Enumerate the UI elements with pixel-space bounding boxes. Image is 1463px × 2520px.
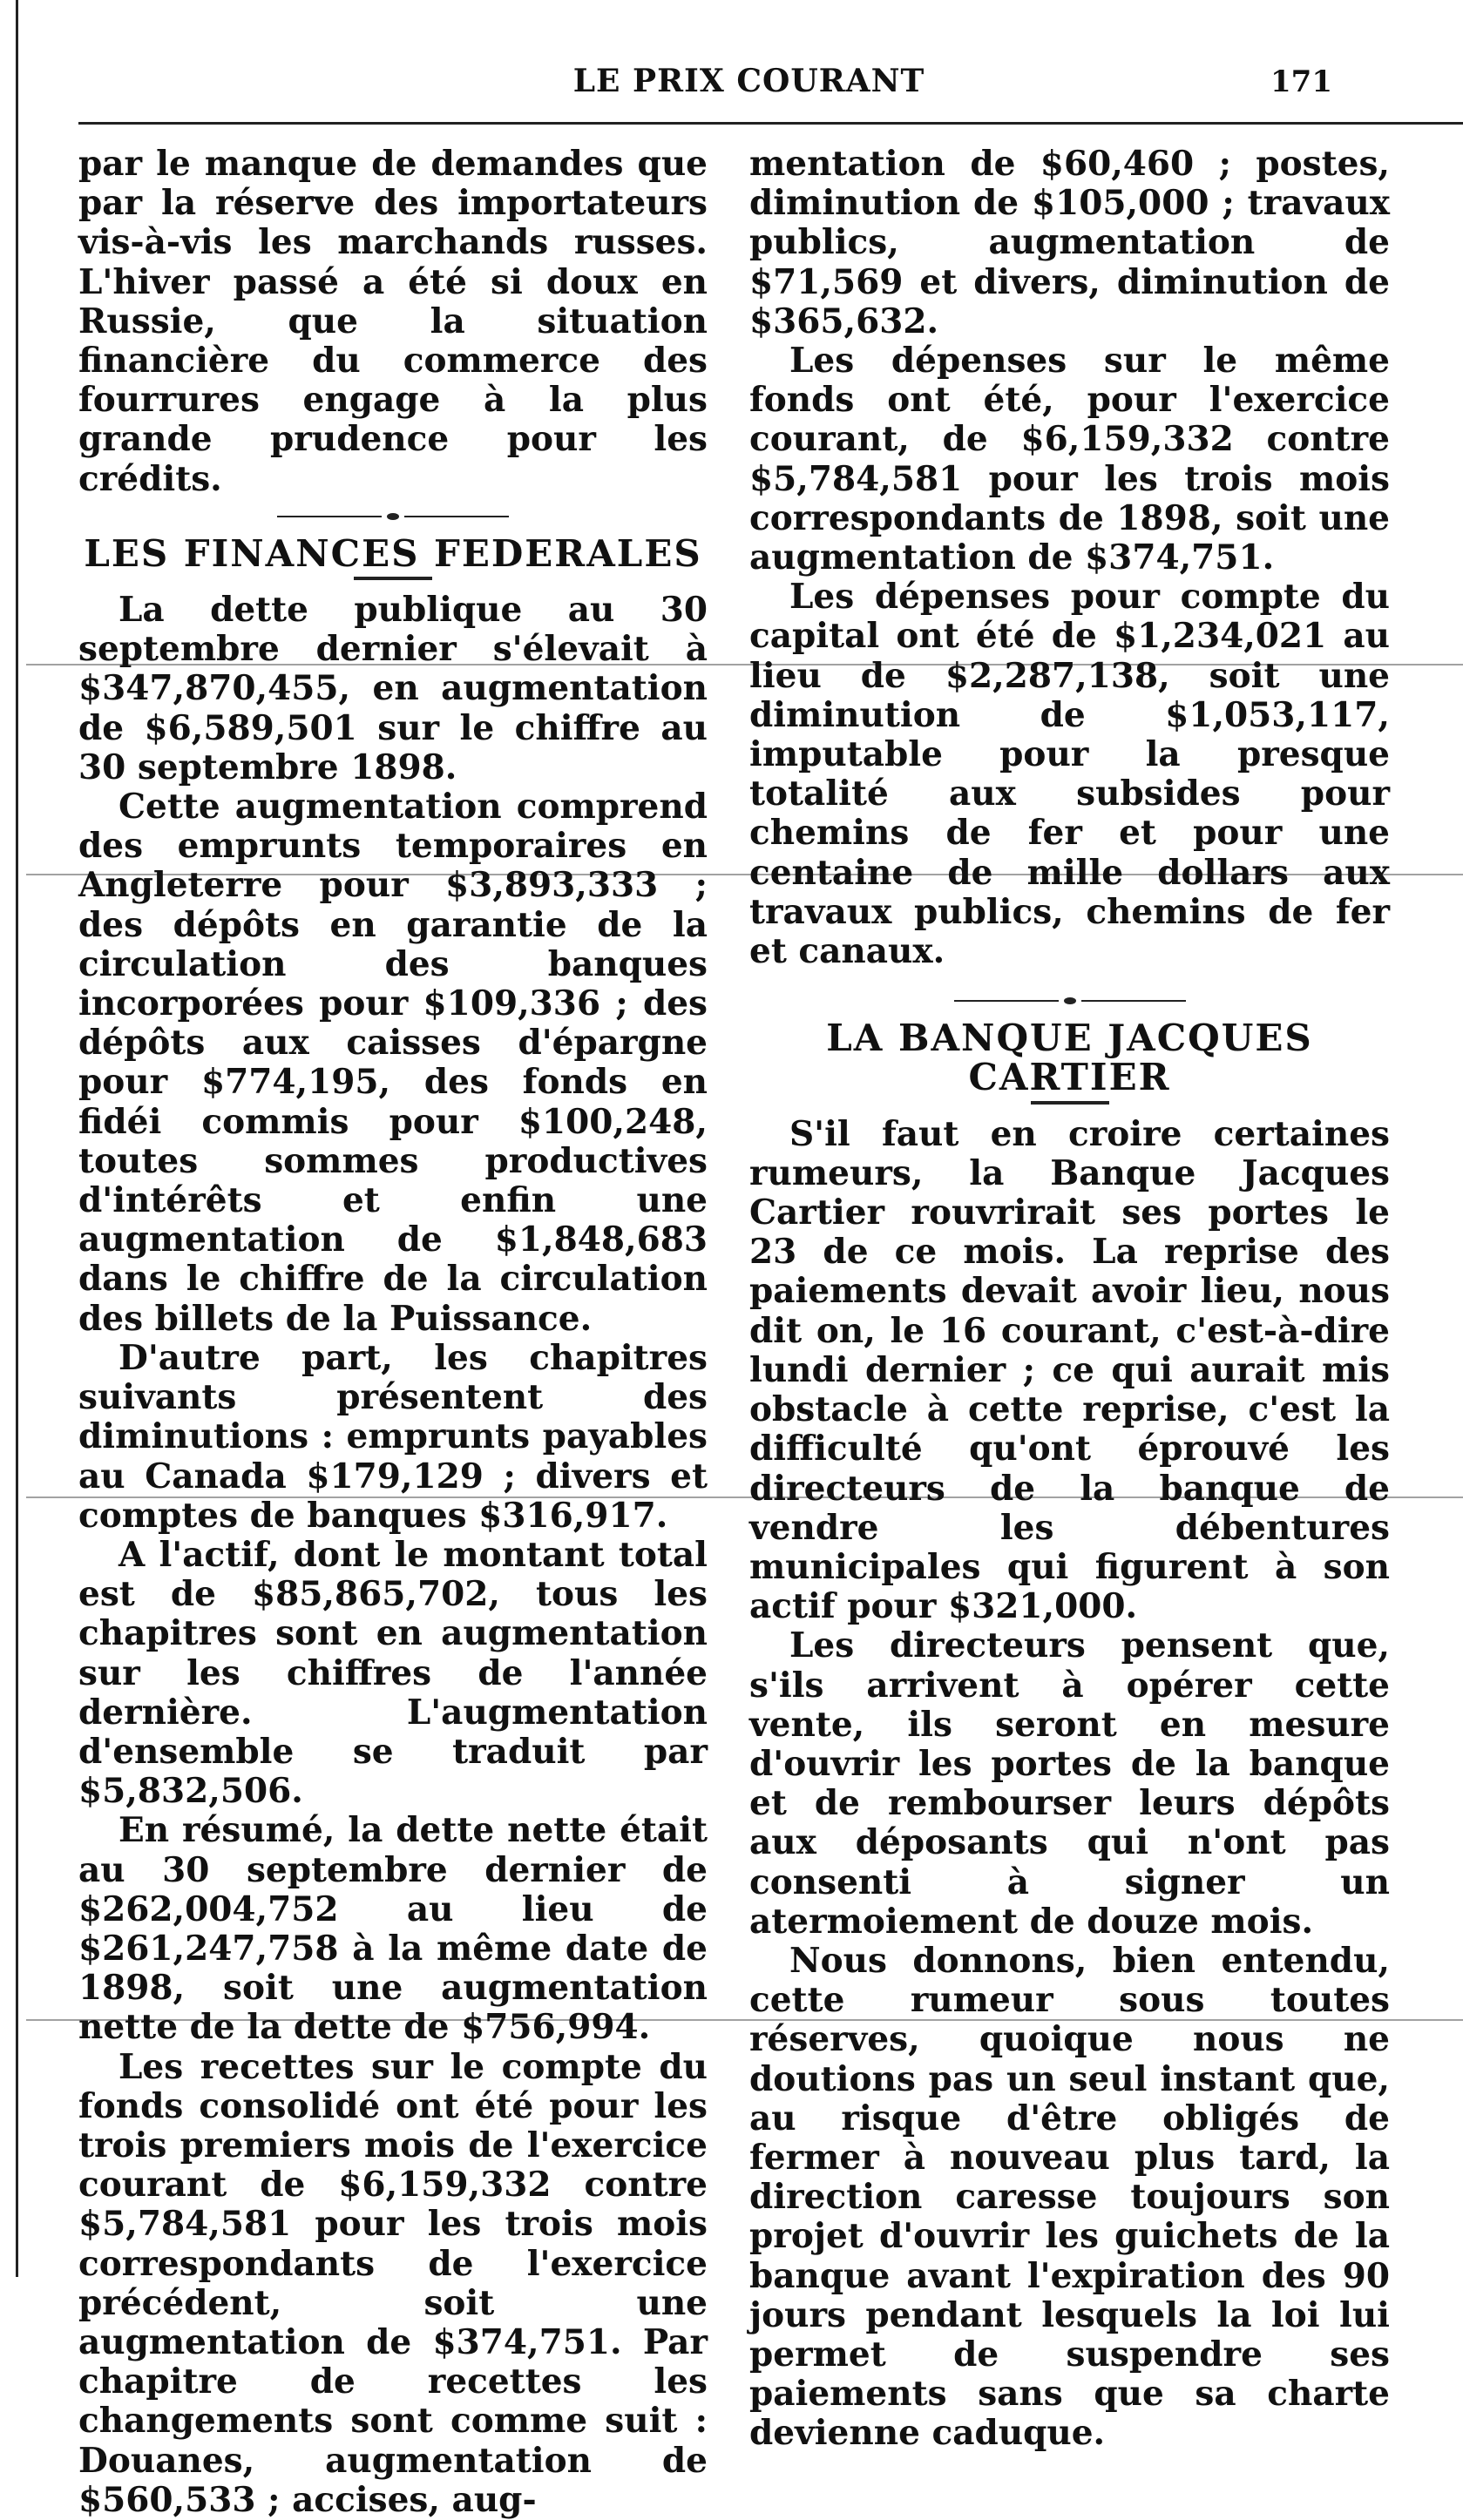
section-title-finances-federales: LES FINANCES FEDERALES (84, 531, 702, 575)
section-ornament (78, 499, 708, 534)
paragraph: par le manque de demandes que par la réserve des importateurs vis-à-vis les marchands russes. L'hiver passé a été si doux en Russie, que la situation financière du commerce des fourrures engage à la plus grande prudence pour les crédits. (78, 144, 708, 499)
paragraph: Cette augmentation comprend des emprunts temporaires en Angleterre pour $3,893,333 ; des dépôts en garantie de la circulation des banques incorporées pour $109,336 ; des dépôts aux caisses d'épargne pour $774,195, des fonds en fidéi commis pour $100,248, toutes sommes productives d'intérêts et enfin une augmentation de $1,848,683 dans le chiffre de la circulation des billets de la Puissance. (78, 787, 708, 1339)
paragraph: Les recettes sur le compte du fonds consolidé ont été pour les trois premiers mois de l'exercice courant de $6,159,332 contre $5,784,581 pour les trois mois correspondants de l'exercice précédent, soit une augmentation de $374,751. Par chapitre de recettes les changements sont comme suit : Douanes, augmentation de $560,533 ; accises, aug- (78, 2046, 708, 2520)
section-ornament (749, 983, 1390, 1018)
paragraph: En résumé, la dette nette était au 30 septembre dernier de $262,004,752 au lieu de $261,247,758 à la même date de 1898, soit une augmentation nette de la dette de $756,994. (78, 1810, 708, 2048)
section-title-banque-jacques-cartier: LA BANQUE JACQUES CARTIER (826, 1017, 1313, 1099)
page-number: 171 (1270, 64, 1332, 99)
journal-title: LE PRIX COURANT (572, 63, 925, 99)
paragraph: S'il faut en croire certaines rumeurs, la Banque Jacques Cartier rouvrirait ses portes le 23 de ce mois. La reprise des paiements devait avoir lieu, nous dit on, le 16 courant, c'est-à-dire lundi dernier ; ce qui aurait mis obstacle à cette reprise, c'est la difficulté qu'ont éprouvé les directeurs de la banque de vendre les débentures municipales qui figurent à son actif pour $321,000. (749, 1113, 1390, 1627)
paragraph: La dette publique au 30 septembre dernier s'élevait à $347,870,455, en augmentation de $6,589,501 sur le chiffre au 30 septembre 1898. (78, 590, 708, 787)
header-rule (78, 122, 1463, 125)
paragraph: D'autre part, les chapitres suivants présentent des diminutions : emprunts payables au Canada $179,129 ; divers et comptes de banques $316,917. (78, 1337, 708, 1536)
paragraph: Les directeurs pensent que, s'ils arrivent à opérer cette vente, ils seront en mesure d'ouvrir les portes de la banque et de rembourser leurs dépôts aux déposants qui n'ont pas consenti à signer un atermoiement de douze mois. (749, 1625, 1390, 1942)
right-column (749, 145, 1390, 2454)
paragraph: mentation de $60,460 ; postes, diminution de $105,000 ; travaux publics, augmentation de $71,569 et divers, diminution de $365,632. (749, 144, 1390, 341)
paragraph: Les dépenses pour compte du capital ont été de $1,234,021 au lieu de $2,287,138, soit une diminution de $1,053,117, imputable pour la presque totalité aux subsides pour chemins de fer et pour une centaine de mille dollars aux travaux publics, chemins de fer et canaux. (749, 577, 1390, 972)
title-rule (354, 577, 432, 580)
left-column (78, 145, 708, 2520)
paragraph: Les dépenses sur le même fonds ont été, pour l'exercice courant, de $6,159,332 contre $5,784,581 pour les trois mois correspondants de 1898, soit une augmentation de $374,751. (749, 341, 1390, 578)
paragraph: A l'actif, dont le montant total est de $85,865,702, tous les chapitres sont en augmentation sur les chiffres de l'année dernière. L'augmentation d'ensemble se traduit par $5,832,506. (78, 1534, 708, 1812)
page-left-border (16, 0, 18, 2277)
paragraph: Nous donnons, bien entendu, cette rumeur sous toutes réserves, quoique nous ne doutions pas un seul instant que, au risque d'être obligés de fermer à nouveau plus tard, la direction caresse toujours son projet d'ouvrir les guichets de la banque avant l'expiration des 90 jours pendant lesquels la loi lui permet de suspendre ses paiements sans que sa charte devienne caduque. (749, 1940, 1390, 2454)
title-rule (1031, 1101, 1109, 1105)
running-header (70, 59, 1428, 111)
